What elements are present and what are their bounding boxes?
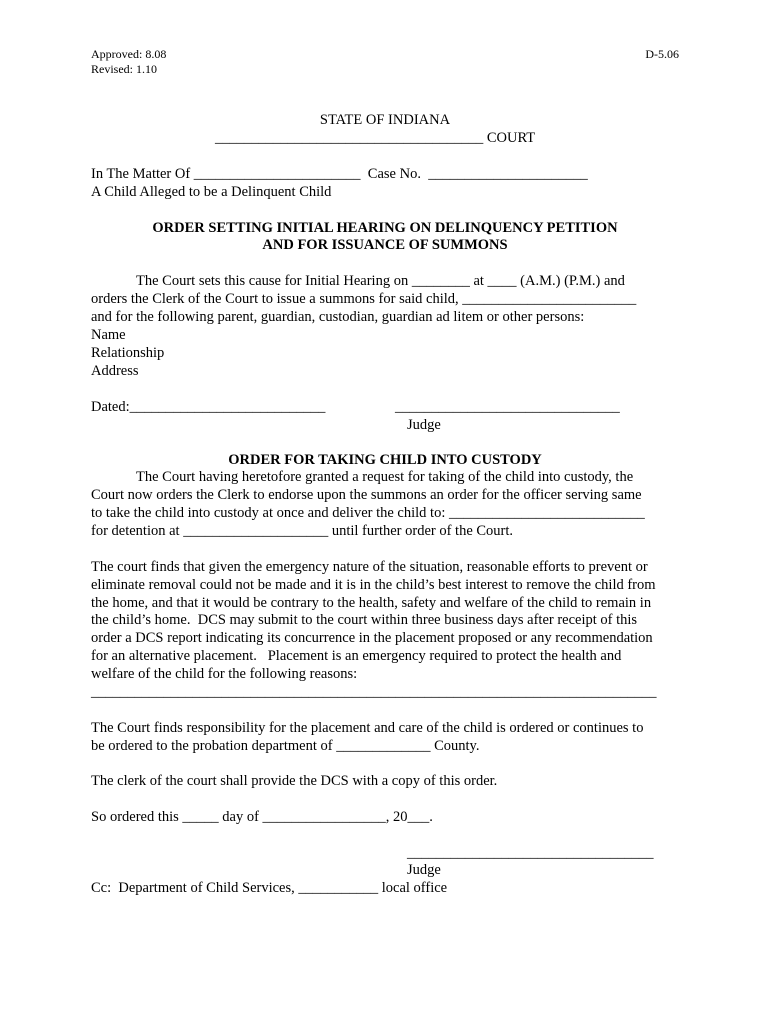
- address-label: Address: [91, 363, 139, 379]
- matter-line: In The Matter Of _______________________ Case No. ______________________: [91, 166, 588, 182]
- responsibility-line-2: be ordered to the probation department of _____________ County.: [91, 738, 480, 754]
- hearing-paragraph-line-1: The Court sets this cause for Initial Hearing on ________ at ____ (A.M.) (P.M.) and: [136, 273, 625, 289]
- name-label: Name: [91, 327, 126, 343]
- cc-line: Cc: Department of Child Services, ___________ local office: [91, 880, 448, 896]
- child-alleged-line: A Child Alleged to be a Delinquent Child: [91, 184, 332, 200]
- state-heading: STATE OF INDIANA: [319, 112, 451, 128]
- final-judge-signature-line: __________________________________: [407, 845, 654, 861]
- court-name-line: _____________________________________ COURT: [215, 130, 536, 146]
- clerk-copy-line: The clerk of the court shall provide the DCS with a copy of this order.: [91, 773, 498, 789]
- dated-line: Dated:___________________________: [91, 399, 326, 415]
- findings-line-4: the child’s home. DCS may submit to the court within three business days after receipt of this: [91, 612, 638, 628]
- hearing-paragraph-line-2: orders the Clerk of the Court to issue a summons for said child, ________________________: [91, 291, 637, 307]
- custody-paragraph-line-4: for detention at ____________________ until further order of the Court.: [91, 523, 514, 539]
- custody-paragraph-line-3: to take the child into custody at once and deliver the child to: ___________________________: [91, 505, 645, 521]
- so-ordered-line: So ordered this _____ day of _________________, 20___.: [91, 809, 433, 825]
- hearing-paragraph-line-3: and for the following parent, guardian, custodian, guardian ad litem or other persons:: [91, 309, 585, 325]
- findings-line-1: The court finds that given the emergency nature of the situation, reasonable efforts to prevent or: [91, 559, 648, 575]
- findings-line-2: eliminate removal could not be made and it is in the child’s best interest to remove the child from: [91, 577, 656, 593]
- final-judge-label: Judge: [407, 862, 441, 878]
- relationship-label: Relationship: [91, 345, 165, 361]
- findings-reasons-blank: ______________________________________________________________________________: [91, 684, 657, 700]
- custody-paragraph-line-2: Court now orders the Clerk to endorse upon the summons an order for the officer serving same: [91, 487, 642, 503]
- findings-line-7: welfare of the child for the following reasons:: [91, 666, 358, 682]
- responsibility-line-1: The Court finds responsibility for the placement and care of the child is ordered or continues to: [91, 720, 644, 736]
- order-initial-hearing-title-1: ORDER SETTING INITIAL HEARING ON DELINQUENCY PETITION: [152, 220, 618, 236]
- revised-date: Revised: 1.10: [91, 62, 157, 76]
- findings-line-5: order a DCS report indicating its concurrence in the placement proposed or any recommendation: [91, 630, 653, 646]
- custody-paragraph-line-1: The Court having heretofore granted a request for taking of the child into custody, the: [136, 469, 634, 485]
- order-initial-hearing-title-2: AND FOR ISSUANCE OF SUMMONS: [262, 237, 508, 253]
- approved-date: Approved: 8.08: [91, 47, 167, 61]
- judge-label: Judge: [407, 417, 441, 433]
- findings-line-3: the home, and that it would be contrary to the health, safety and welfare of the child to remain in: [91, 595, 652, 611]
- custody-order-title: ORDER FOR TAKING CHILD INTO CUSTODY: [228, 452, 542, 468]
- judge-signature-line: _______________________________: [395, 399, 620, 415]
- findings-line-6: for an alternative placement. Placement is an emergency required to protect the health and: [91, 648, 622, 664]
- form-number: D-5.06: [645, 47, 679, 61]
